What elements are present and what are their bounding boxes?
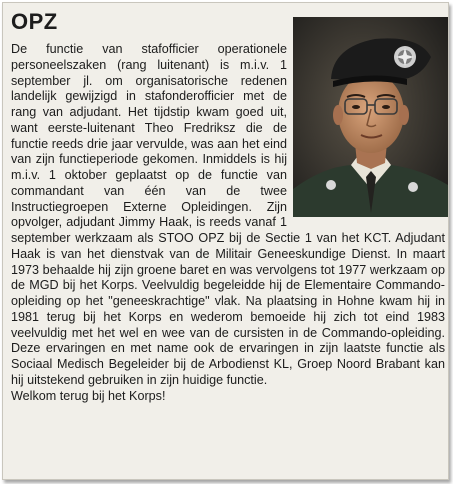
article-body [11,42,445,404]
article-paragraph: De functie van stafofficier operationele personeelszaken (rang luitenant) is m.i.v. 1 september jl. om organisatorische redenen landelijk gewijzigd in stafonderofficier met de rang van adjudant. Het tijdstip kwam goed uit, want eerste-luitenant Theo Fredriksz die de functie reeds drie jaar vervulde, was aan het eind van zijn functieperiode gekomen. Inmiddels is hij m.i.v. 1 oktober geplaatst op de functie van commandant van één van de twee Instructiegroepen Externe Opleidingen. Zijn opvolger, adjudant Jimmy Haak, is reeds vanaf 1 september werkzaam als STOO OPZ bij de Sectie 1 van het KCT. Adjudant Haak is van het dienstvak van de Militair Geneeskundige Dienst. In maart 1973 behaalde hij zijn groene baret en was vervolgens tot 1977 werkzaam op de MGD bij het Korps. Veelvuldig begeleidde hij de Elementaire Commando-opleiding op het "geneeskrachtige" vlak. Na plaatsing in Hohne kwam hij in 1981 terug bij het Korps en wederom bemoeide hij zich tot eind 1983 veelvuldig met het wel en wee van de cursisten in de Commando-opleiding. Deze ervaringen en met name ook de ervaringen in zijn laatste functie als Sociaal Medisch Begeleider bij de Arbodienst KL, Groep Noord Brabant kan hij uitstekend gebruiken in zijn huidige functie. [11,42,445,387]
article-closing: Welkom terug bij het Korps! [11,388,166,403]
newsletter-page [2,2,449,480]
article-title: OPZ [11,9,58,34]
portrait-photo [293,17,448,217]
